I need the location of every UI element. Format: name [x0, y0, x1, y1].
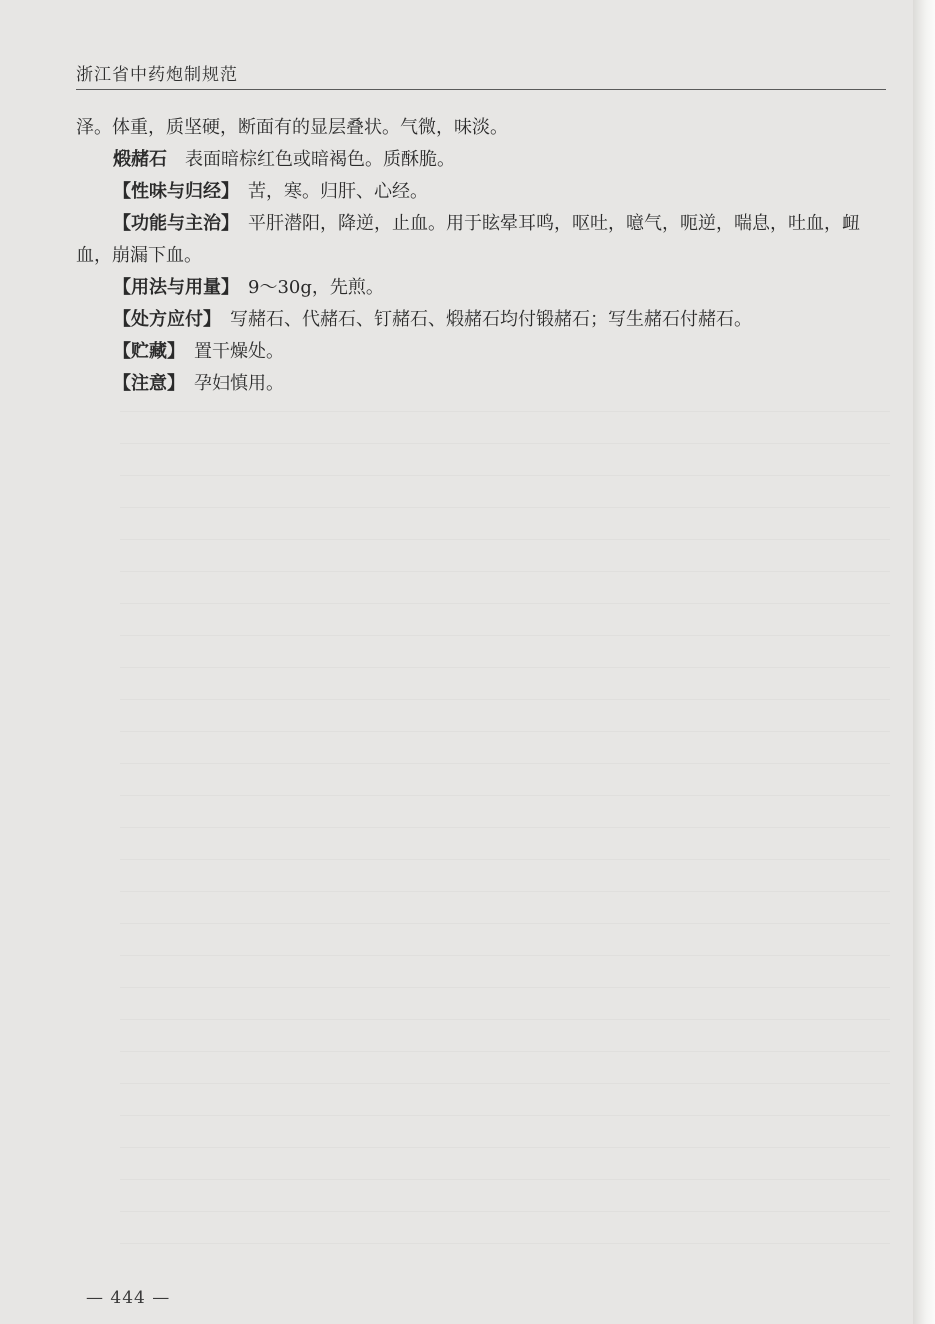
paragraph-nature-meridian [76, 176, 888, 208]
section-term: 【性味与归经】 [113, 181, 230, 202]
document-body [76, 112, 888, 400]
paragraph-function-indication [76, 208, 888, 272]
paragraph-text: 孕妇慎用。 [176, 373, 284, 394]
section-term: 【注意】 [113, 373, 176, 394]
paragraph-text: 9～30g，先煎。 [230, 277, 384, 298]
page-number: — 444 — [86, 1288, 171, 1308]
paragraph-text: 平肝潜阳，降逆，止血。用于眩晕耳鸣，呕吐，噫气，呃逆，喘息，吐血，衄血，崩漏下血。 [76, 213, 860, 266]
paragraph-text: 泽。体重，质坚硬，断面有的显层叠状。气微，味淡。 [76, 117, 508, 138]
section-term: 【用法与用量】 [113, 277, 230, 298]
header-divider [76, 89, 886, 90]
paragraph-text: 表面暗棕红色或暗褐色。质酥脆。 [167, 149, 455, 170]
section-term: 【贮藏】 [113, 341, 176, 362]
paragraph-text: 置干燥处。 [176, 341, 284, 362]
running-header: 浙江省中药炮制规范 [76, 65, 238, 85]
bleed-through-texture [120, 380, 890, 1260]
paragraph-prescription [76, 304, 888, 336]
paragraph-text: 苦，寒。归肝、心经。 [230, 181, 428, 202]
section-term: 【处方应付】 [113, 309, 212, 330]
paragraph-calcined-description [76, 144, 888, 176]
paragraph-usage-dosage [76, 272, 888, 304]
page-edge [913, 0, 935, 1324]
paragraph-storage [76, 336, 888, 368]
section-term: 【功能与主治】 [113, 213, 230, 234]
section-term: 煅赭石 [113, 149, 167, 170]
paragraph-continuation [76, 112, 888, 144]
paragraph-text: 写赭石、代赭石、钉赭石、煅赭石均付锻赭石；写生赭石付赭石。 [212, 309, 752, 330]
